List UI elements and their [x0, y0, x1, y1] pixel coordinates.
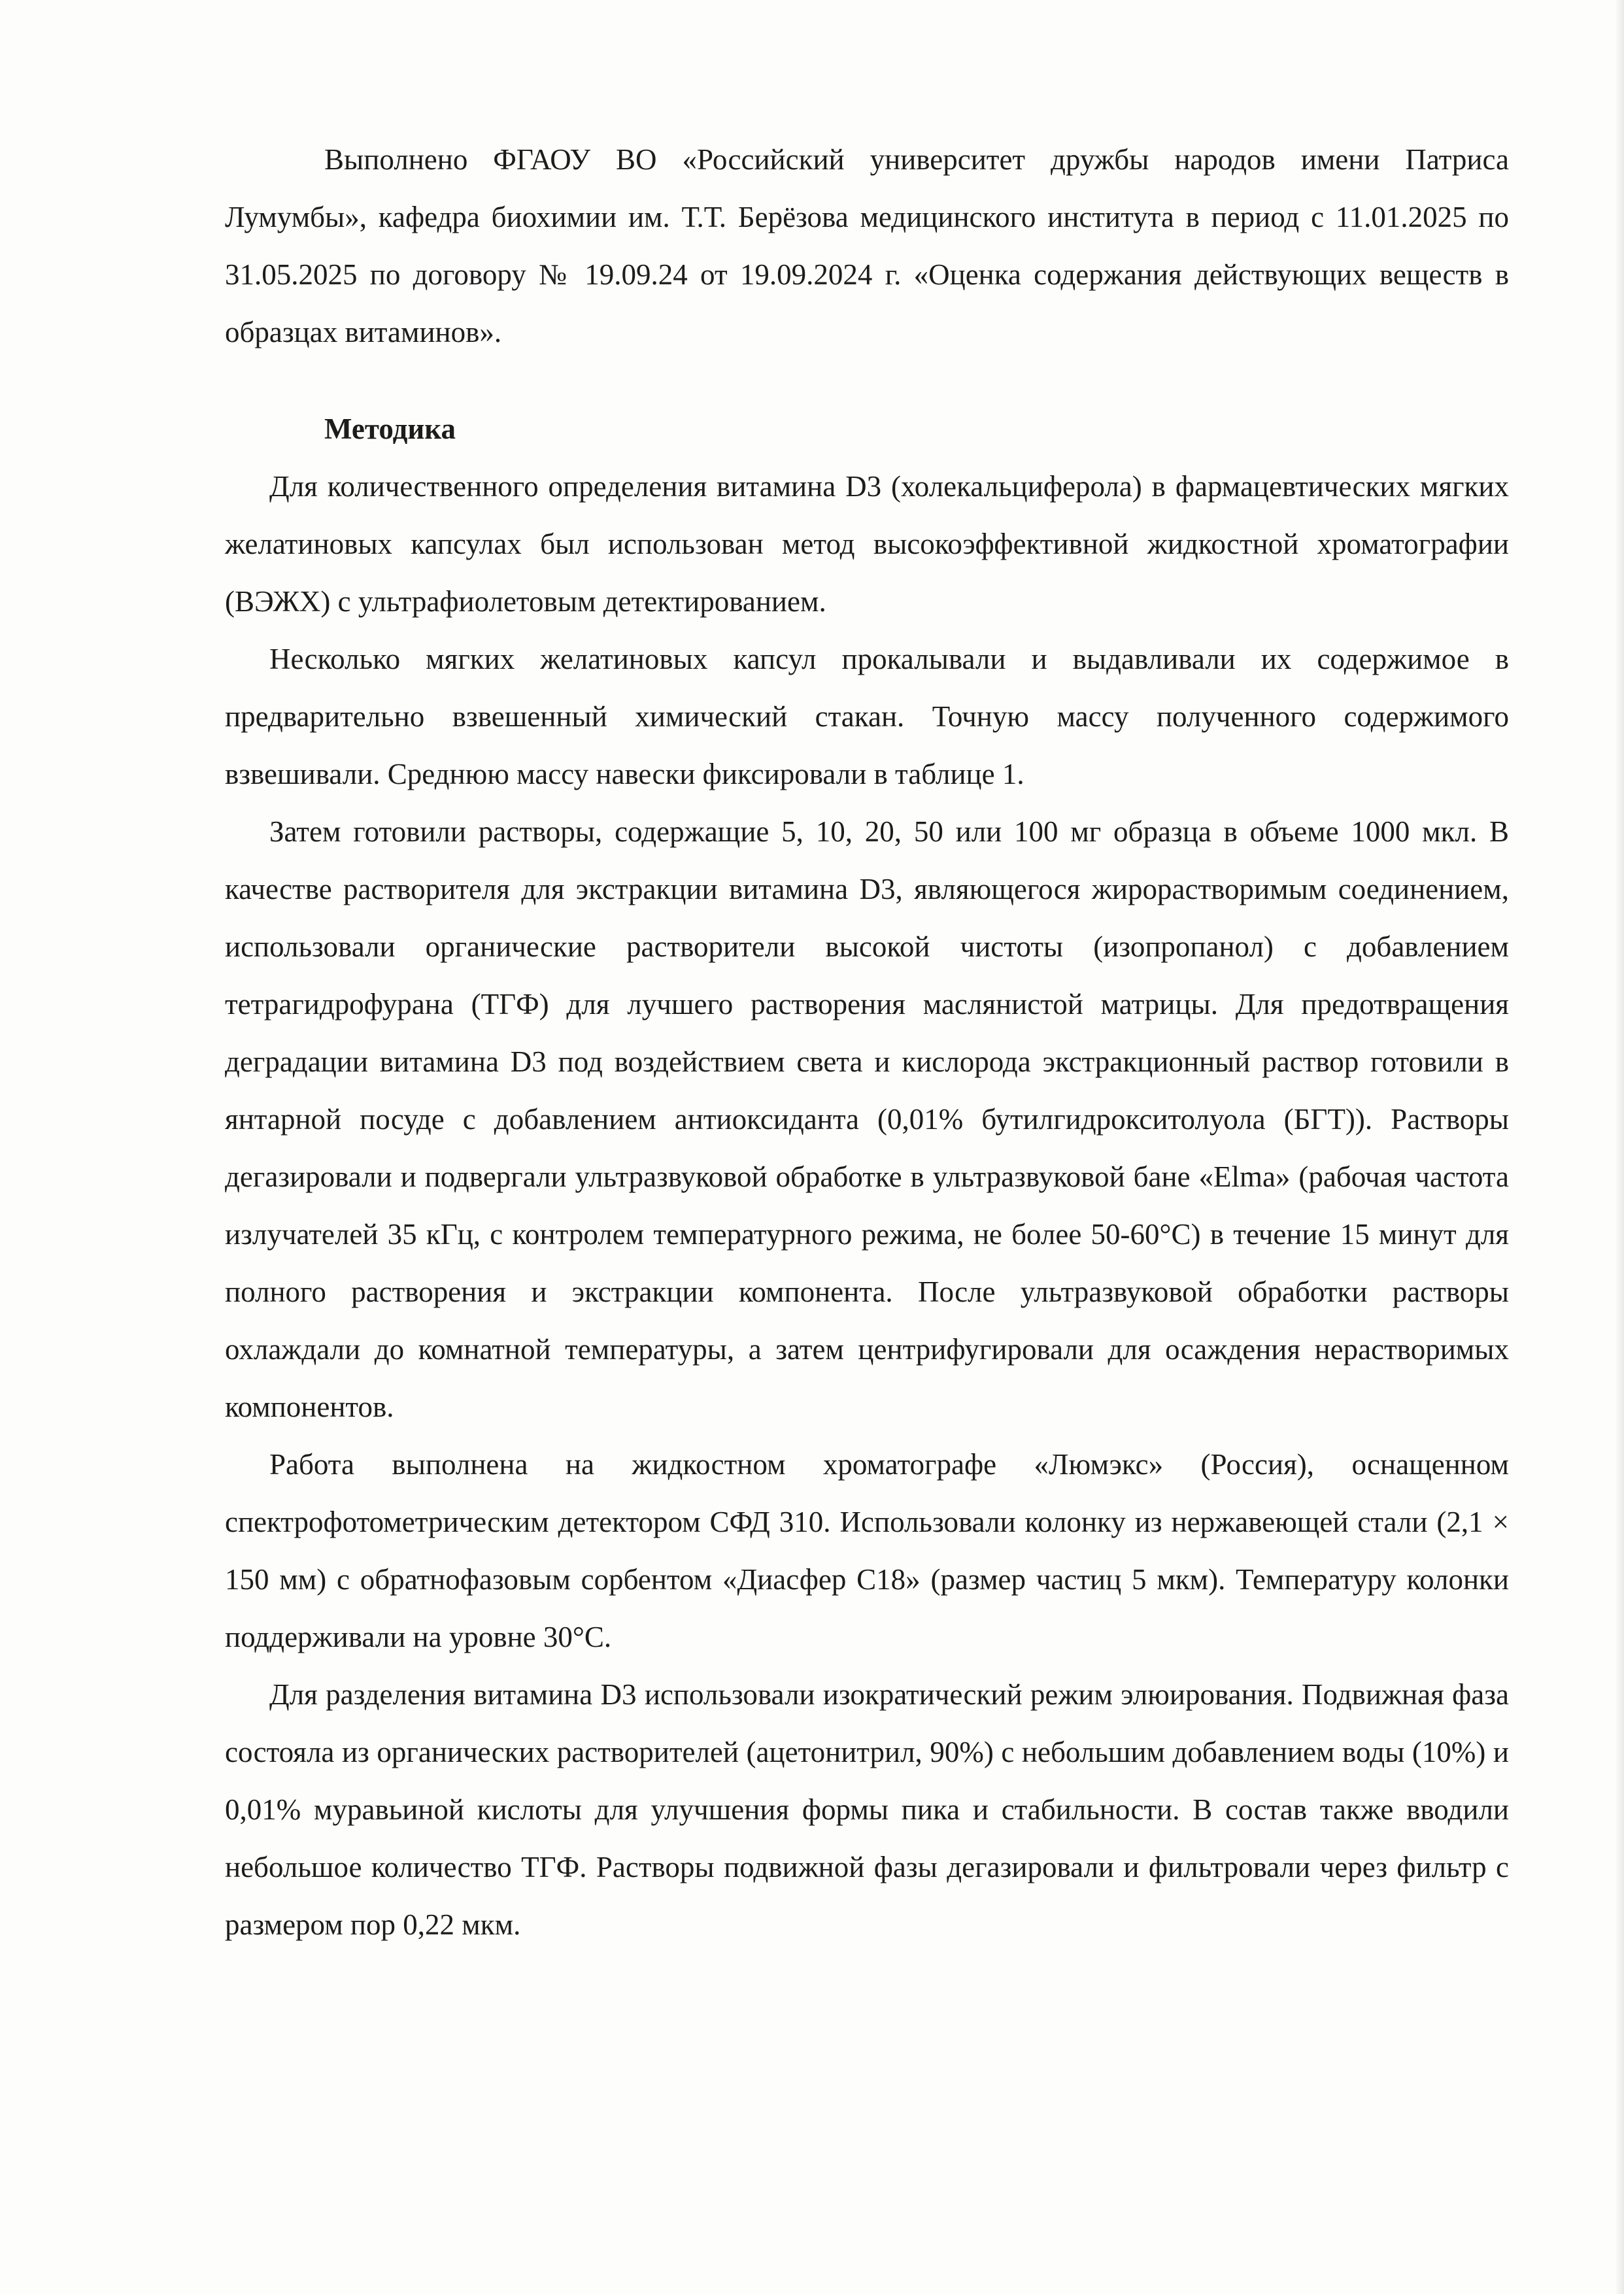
- paragraph-elution: Для разделения витамина D3 использовали изократический режим элюирования. Подвижная фаза состояла из органических растворителей (ацетонитрил, 90%) с небольшим добавлением воды (10%) и 0,01% муравьиной кислоты для улучшения формы пика и стабильности. В состав также вводили небольшое количество ТГФ. Растворы подвижной фазы дегазировали и фильтровали через фильтр с размером пор 0,22 мкм.: [225, 1678, 1509, 1941]
- intro-paragraph: Выполнено ФГАОУ ВО «Российский университет дружбы народов имени Патриса Лумумбы», кафедра биохимии им. Т.Т. Берёзова медицинского института в период с 11.01.2025 по 31.05.2025 по договору № 19.09.24 от 19.09.2024 г. «Оценка содержания действующих веществ в образцах витаминов».: [225, 143, 1509, 348]
- paragraph-sample-prep: Несколько мягких желатиновых капсул прокалывали и выдавливали их содержимое в предварительно взвешенный химический стакан. Точную массу полученного содержимого взвешивали. Среднюю массу навески фиксировали в таблице 1.: [225, 643, 1509, 790]
- scan-edge-shadow: [1615, 0, 1624, 2294]
- paragraph-solution-prep: Затем готовили растворы, содержащие 5, 10, 20, 50 или 100 мг образца в объеме 1000 мкл. В качестве растворителя для экстракции витамина D3, являющегося жирорастворимым соединением, использовали органические растворители высокой чистоты (изопропанол) с добавлением тетрагидрофурана (ТГФ) для лучшего растворения маслянистой матрицы. Для предотвращения деградации витамина D3 под воздействием света и кислорода экстракционный раствор готовили в янтарной посуде с добавлением антиоксиданта (0,01% бутилгидрокситолуола (БГТ)). Растворы дегазировали и подвергали ультразвуковой обработке в ультразвуковой бане «Elma» (рабочая частота излучателей 35 кГц, с контролем температурного режима, не более 50-60°С) в течение 15 минут для полного растворения и экстракции компонента. После ультразвуковой обработки растворы охлаждали до комнатной температуры, а затем центрифугировали для осаждения нерастворимых компонентов.: [225, 815, 1509, 1423]
- paragraph-equipment: Работа выполнена на жидкостном хроматографе «Люмэкс» (Россия), оснащенном спектрофотометрическим детектором СФД 310. Использовали колонку из нержавеющей стали (2,1 × 150 мм) с обратнофазовым сорбентом «Диасфер С18» (размер частиц 5 мкм). Температуру колонки поддерживали на уровне 30°С.: [225, 1448, 1509, 1653]
- section-heading: Методика: [324, 413, 456, 445]
- paragraph-method-overview: Для количественного определения витамина D3 (холекальциферола) в фармацевтических мягких желатиновых капсулах был использован метод высокоэффективной жидкостной хроматографии (ВЭЖХ) с ультрафиолетовым детектированием.: [225, 470, 1509, 618]
- document-body: [225, 131, 1509, 1953]
